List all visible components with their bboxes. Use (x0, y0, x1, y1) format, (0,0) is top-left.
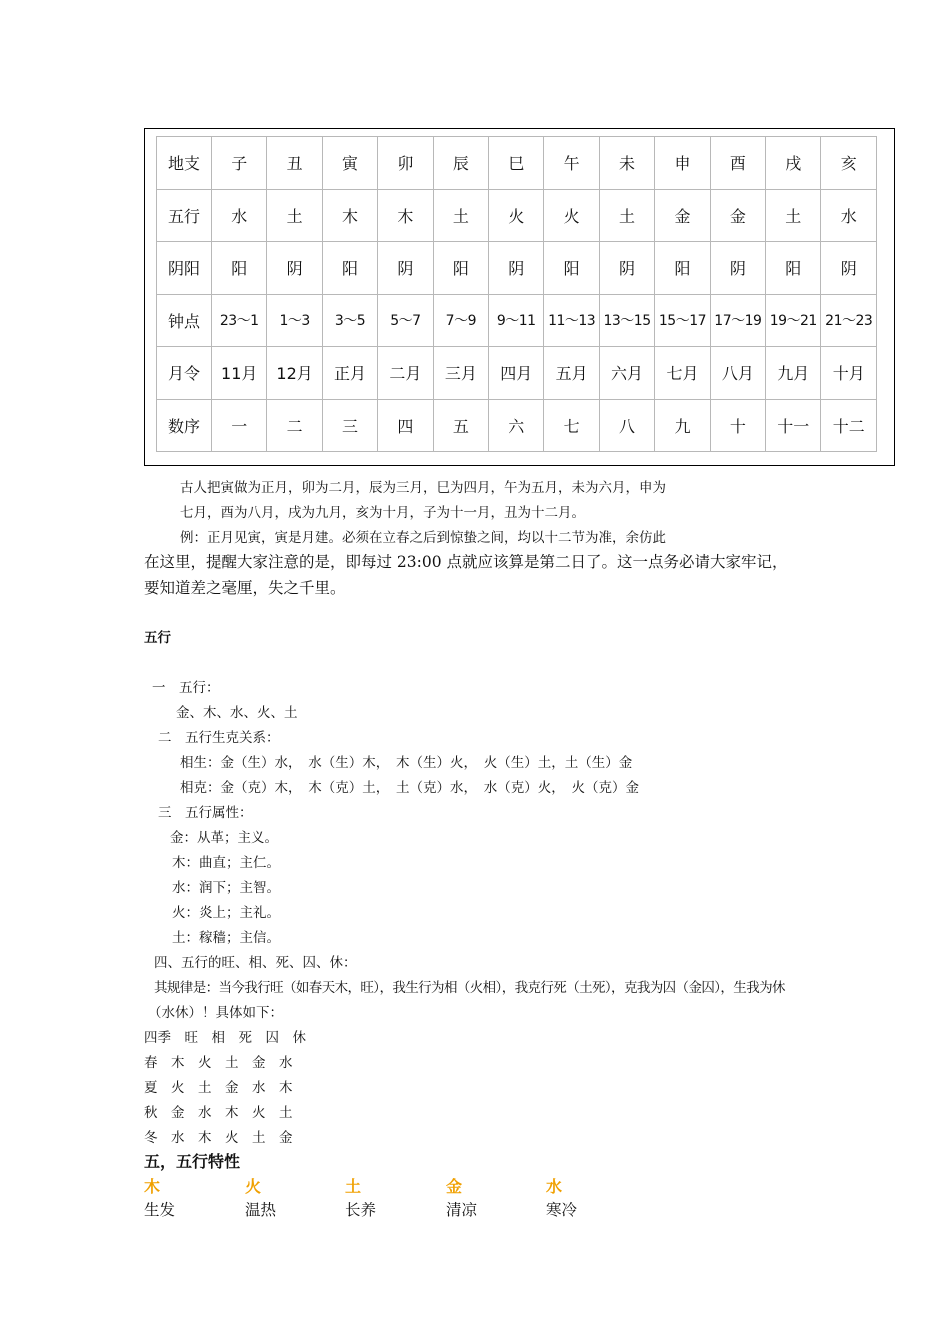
s4-table-row: 夏 火 土 金 水 木 (144, 1080, 293, 1096)
table-cell: 水 (212, 189, 267, 242)
element-trait: 生发 (144, 1201, 176, 1219)
table-cell: 阳 (322, 242, 377, 295)
table-cell: 九 (655, 399, 710, 452)
table-cell: 亥 (821, 137, 877, 190)
table-cell: 木 (378, 189, 433, 242)
table-cell: 7～9 (433, 294, 488, 347)
element-heading: 土 (345, 1177, 362, 1196)
table-row (157, 242, 877, 295)
table-cell: 17～19 (710, 294, 765, 347)
table-cell: 阴 (378, 242, 433, 295)
table-cell: 十 (710, 399, 765, 452)
reminder-line-2: 要知道差之毫厘，失之千里。 (144, 579, 346, 597)
table-cell: 阳 (544, 242, 599, 295)
table-cell: 阴 (489, 242, 544, 295)
s3-item: 木：曲直；主仁。 (172, 855, 280, 871)
table-cell: 卯 (378, 137, 433, 190)
table-cell: 阴 (821, 242, 877, 295)
table-cell: 21～23 (821, 294, 877, 347)
table-cell: 火 (489, 189, 544, 242)
table-cell: 13～15 (599, 294, 654, 347)
table-cell: 金 (710, 189, 765, 242)
table-cell: 十二 (821, 399, 877, 452)
s4-table-row: 春 木 火 土 金 水 (144, 1055, 293, 1071)
row-header: 五行 (157, 189, 212, 242)
table-row (157, 294, 877, 347)
table-cell: 巳 (489, 137, 544, 190)
table-cell: 土 (599, 189, 654, 242)
table-cell: 子 (212, 137, 267, 190)
table-cell: 二月 (378, 347, 433, 400)
table-cell: 四月 (489, 347, 544, 400)
table-cell: 九月 (766, 347, 821, 400)
row-header: 数序 (157, 399, 212, 452)
table-cell: 酉 (710, 137, 765, 190)
s3-item: 水：润下；主智。 (172, 880, 280, 896)
table-cell: 19～21 (766, 294, 821, 347)
table-cell: 午 (544, 137, 599, 190)
element-heading: 水 (546, 1177, 563, 1196)
table-cell: 15～17 (655, 294, 710, 347)
element-trait: 清凉 (446, 1201, 478, 1219)
s1-body: 金、木、水、火、土 (176, 705, 298, 721)
dizhi-table (156, 136, 877, 452)
table-cell: 申 (655, 137, 710, 190)
s4-table-row: 四季 旺 相 死 囚 休 (144, 1030, 306, 1046)
table-cell: 五 (433, 399, 488, 452)
row-header: 地支 (157, 137, 212, 190)
table-cell: 丑 (267, 137, 322, 190)
table-row (157, 137, 877, 190)
s3-item: 金：从革；主义。 (170, 830, 278, 846)
table-cell: 阳 (212, 242, 267, 295)
table-cell: 三 (322, 399, 377, 452)
table-row (157, 189, 877, 242)
table-cell: 八 (599, 399, 654, 452)
table-cell: 金 (655, 189, 710, 242)
s4-rule-2: （水休）！具体如下： (148, 1005, 283, 1021)
table-cell: 土 (267, 189, 322, 242)
table-cell: 阴 (599, 242, 654, 295)
table-cell: 八月 (710, 347, 765, 400)
table-cell: 5～7 (378, 294, 433, 347)
element-trait: 寒冷 (546, 1201, 578, 1219)
element-trait: 温热 (245, 1201, 277, 1219)
table-cell: 二 (267, 399, 322, 452)
table-cell: 9～11 (489, 294, 544, 347)
table-cell: 未 (599, 137, 654, 190)
table-cell: 十月 (821, 347, 877, 400)
table-cell: 正月 (322, 347, 377, 400)
note-line-2: 七月，酉为八月，戌为九月，亥为十月，子为十一月，丑为十二月。 (180, 505, 585, 521)
s2-title: 二 五行生克关系： (158, 730, 280, 746)
table-cell: 一 (212, 399, 267, 452)
table-cell: 七 (544, 399, 599, 452)
s4-table-row: 冬 水 木 火 土 金 (144, 1130, 293, 1146)
table-row (157, 347, 877, 400)
table-cell: 七月 (655, 347, 710, 400)
table-cell: 六 (489, 399, 544, 452)
reminder-line-1: 在这里，提醒大家注意的是，即每过 23:00 点就应该算是第二日了。这一点务必请大家牢记， (144, 553, 788, 571)
note-line-3: 例：正月见寅，寅是月建。必须在立春之后到惊蛰之间，均以十二节为准，余仿此 (180, 530, 666, 546)
table-cell: 土 (766, 189, 821, 242)
s3-item: 土：稼穑；主信。 (172, 930, 280, 946)
section-title: 五行 (144, 630, 171, 646)
row-header: 阴阳 (157, 242, 212, 295)
table-cell: 三月 (433, 347, 488, 400)
element-heading: 火 (245, 1177, 262, 1196)
table-cell: 阳 (766, 242, 821, 295)
table-cell: 阳 (433, 242, 488, 295)
table-cell: 十一 (766, 399, 821, 452)
table-cell: 水 (821, 189, 877, 242)
table-cell: 阴 (710, 242, 765, 295)
note-line-1: 古人把寅做为正月，卯为二月，辰为三月，巳为四月，午为五月，未为六月，申为 (180, 480, 666, 496)
table-cell: 寅 (322, 137, 377, 190)
table-cell: 1～3 (267, 294, 322, 347)
table-cell: 23～1 (212, 294, 267, 347)
table-cell: 火 (544, 189, 599, 242)
table-cell: 木 (322, 189, 377, 242)
table-cell: 11～13 (544, 294, 599, 347)
table-cell: 戌 (766, 137, 821, 190)
element-trait: 长养 (345, 1201, 377, 1219)
s3-title: 三 五行属性： (158, 805, 253, 821)
s4-rule-1: 其规律是：当今我行旺（如春天木，旺），我生行为相（火相），我克行死（土死），克我为囚（金囚），生我为休 (154, 980, 785, 996)
s4-title: 四、五行的旺、相、死、囚、休： (154, 955, 357, 971)
s2-ke: 相克：金（克）木， 木（克）土， 土（克）水， 水（克）火， 火（克）金 (180, 780, 639, 796)
s3-item: 火：炎上；主礼。 (172, 905, 280, 921)
element-heading: 金 (446, 1177, 463, 1196)
row-header: 月令 (157, 347, 212, 400)
table-cell: 阳 (655, 242, 710, 295)
s4-table-row: 秋 金 水 木 火 土 (144, 1105, 293, 1121)
s2-sheng: 相生：金（生）水， 水（生）木， 木（生）火， 火（生）土，土（生）金 (180, 755, 633, 771)
table-cell: 六月 (599, 347, 654, 400)
table-cell: 五月 (544, 347, 599, 400)
table-cell: 11月 (212, 347, 267, 400)
table-cell: 12月 (267, 347, 322, 400)
s1-title: 一 五行： (152, 680, 220, 696)
table-cell: 3～5 (322, 294, 377, 347)
element-heading: 木 (144, 1177, 161, 1196)
table-row (157, 399, 877, 452)
table-cell: 土 (433, 189, 488, 242)
table-cell: 辰 (433, 137, 488, 190)
s5-title: 五，五行特性 (144, 1152, 241, 1171)
table-cell: 阴 (267, 242, 322, 295)
row-header: 钟点 (157, 294, 212, 347)
table-cell: 四 (378, 399, 433, 452)
